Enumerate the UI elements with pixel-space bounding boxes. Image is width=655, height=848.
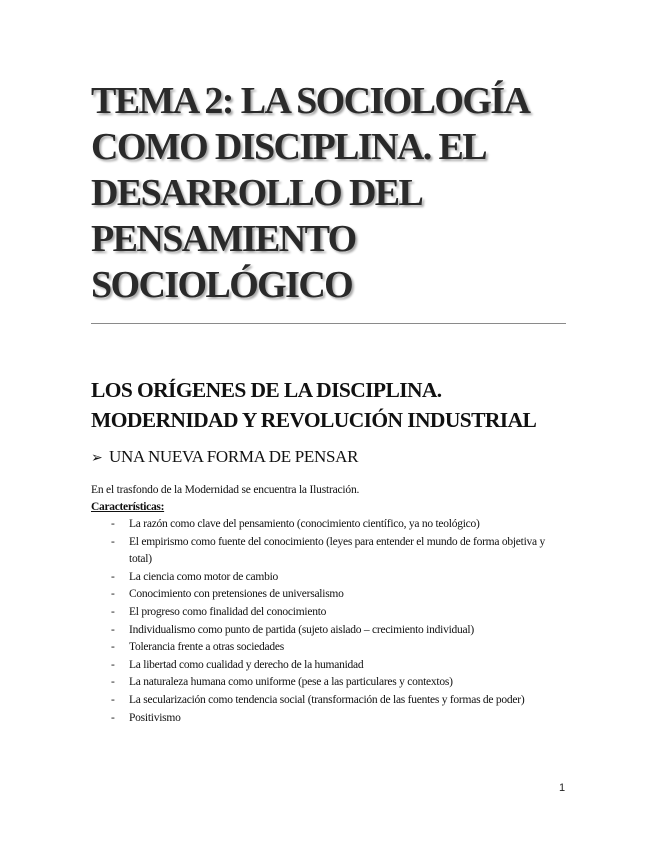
subheading xyxy=(91,446,358,469)
list-item xyxy=(91,710,561,728)
list-item-text: El empirismo como fuente del conocimiento (leyes para entender el mundo de forma objetiva y total) xyxy=(129,535,546,566)
list-item-text: La ciencia como motor de cambio xyxy=(129,570,279,583)
title-line: SOCIOLÓGICO xyxy=(91,264,353,306)
list-item xyxy=(91,604,561,622)
dash-bullet: - xyxy=(111,588,115,601)
document-title xyxy=(91,78,571,308)
list-item xyxy=(91,639,561,657)
dash-bullet: - xyxy=(111,641,115,654)
list-item-text: La libertad como cualidad y derecho de la humanidad xyxy=(129,658,364,671)
feature-list xyxy=(91,516,561,727)
list-item-text: Conocimiento con pretensiones de universalismo xyxy=(129,588,344,601)
list-item xyxy=(91,657,561,675)
dash-bullet: - xyxy=(111,658,115,671)
section-heading-line: LOS ORÍGENES DE LA DISCIPLINA. xyxy=(91,378,442,402)
list-item-text: La naturaleza humana como uniforme (pese a las particulares y contextos) xyxy=(129,676,453,689)
title-line: COMO DISCIPLINA. EL xyxy=(91,126,487,168)
list-item-text: La razón como clave del pensamiento (conocimiento científico, ya no teológico) xyxy=(129,518,480,530)
page-number: 1 xyxy=(559,782,566,794)
list-item xyxy=(91,534,561,569)
dash-bullet: - xyxy=(111,518,115,530)
list-item-text: Tolerancia frente a otras sociedades xyxy=(129,641,284,654)
arrow-bullet-icon: ➢ xyxy=(91,450,103,466)
title-line: DESARROLLO DEL xyxy=(91,172,423,214)
list-item xyxy=(91,586,561,604)
section-heading xyxy=(91,375,536,435)
list-item xyxy=(91,569,561,587)
list-item xyxy=(91,674,561,692)
features-label: Características: xyxy=(91,501,165,513)
dash-bullet: - xyxy=(111,711,115,724)
list-item xyxy=(91,622,561,640)
dash-bullet: - xyxy=(111,570,115,583)
list-item-text: La secularización como tendencia social (transformación de las fuentes y formas de poder) xyxy=(129,693,525,706)
dash-bullet: - xyxy=(111,676,115,689)
subheading-text: UNA NUEVA FORMA DE PENSAR xyxy=(109,447,359,466)
dash-bullet: - xyxy=(111,605,115,618)
list-item xyxy=(91,516,561,534)
intro-paragraph: En el trasfondo de la Modernidad se encuentra la Ilustración. xyxy=(91,484,360,496)
list-item-text: Positivismo xyxy=(129,711,181,724)
section-heading-line: MODERNIDAD Y REVOLUCIÓN INDUSTRIAL xyxy=(91,408,537,432)
title-line: TEMA 2: LA SOCIOLOGÍA xyxy=(91,80,530,122)
list-item xyxy=(91,692,561,710)
dash-bullet: - xyxy=(111,623,115,636)
dash-bullet: - xyxy=(111,693,115,706)
dash-bullet: - xyxy=(111,535,115,548)
list-item-text: Individualismo como punto de partida (sujeto aislado – crecimiento individual) xyxy=(129,623,474,636)
list-item-text: El progreso como finalidad del conocimiento xyxy=(129,605,327,618)
title-line: PENSAMIENTO xyxy=(91,218,356,260)
title-divider xyxy=(91,323,566,324)
